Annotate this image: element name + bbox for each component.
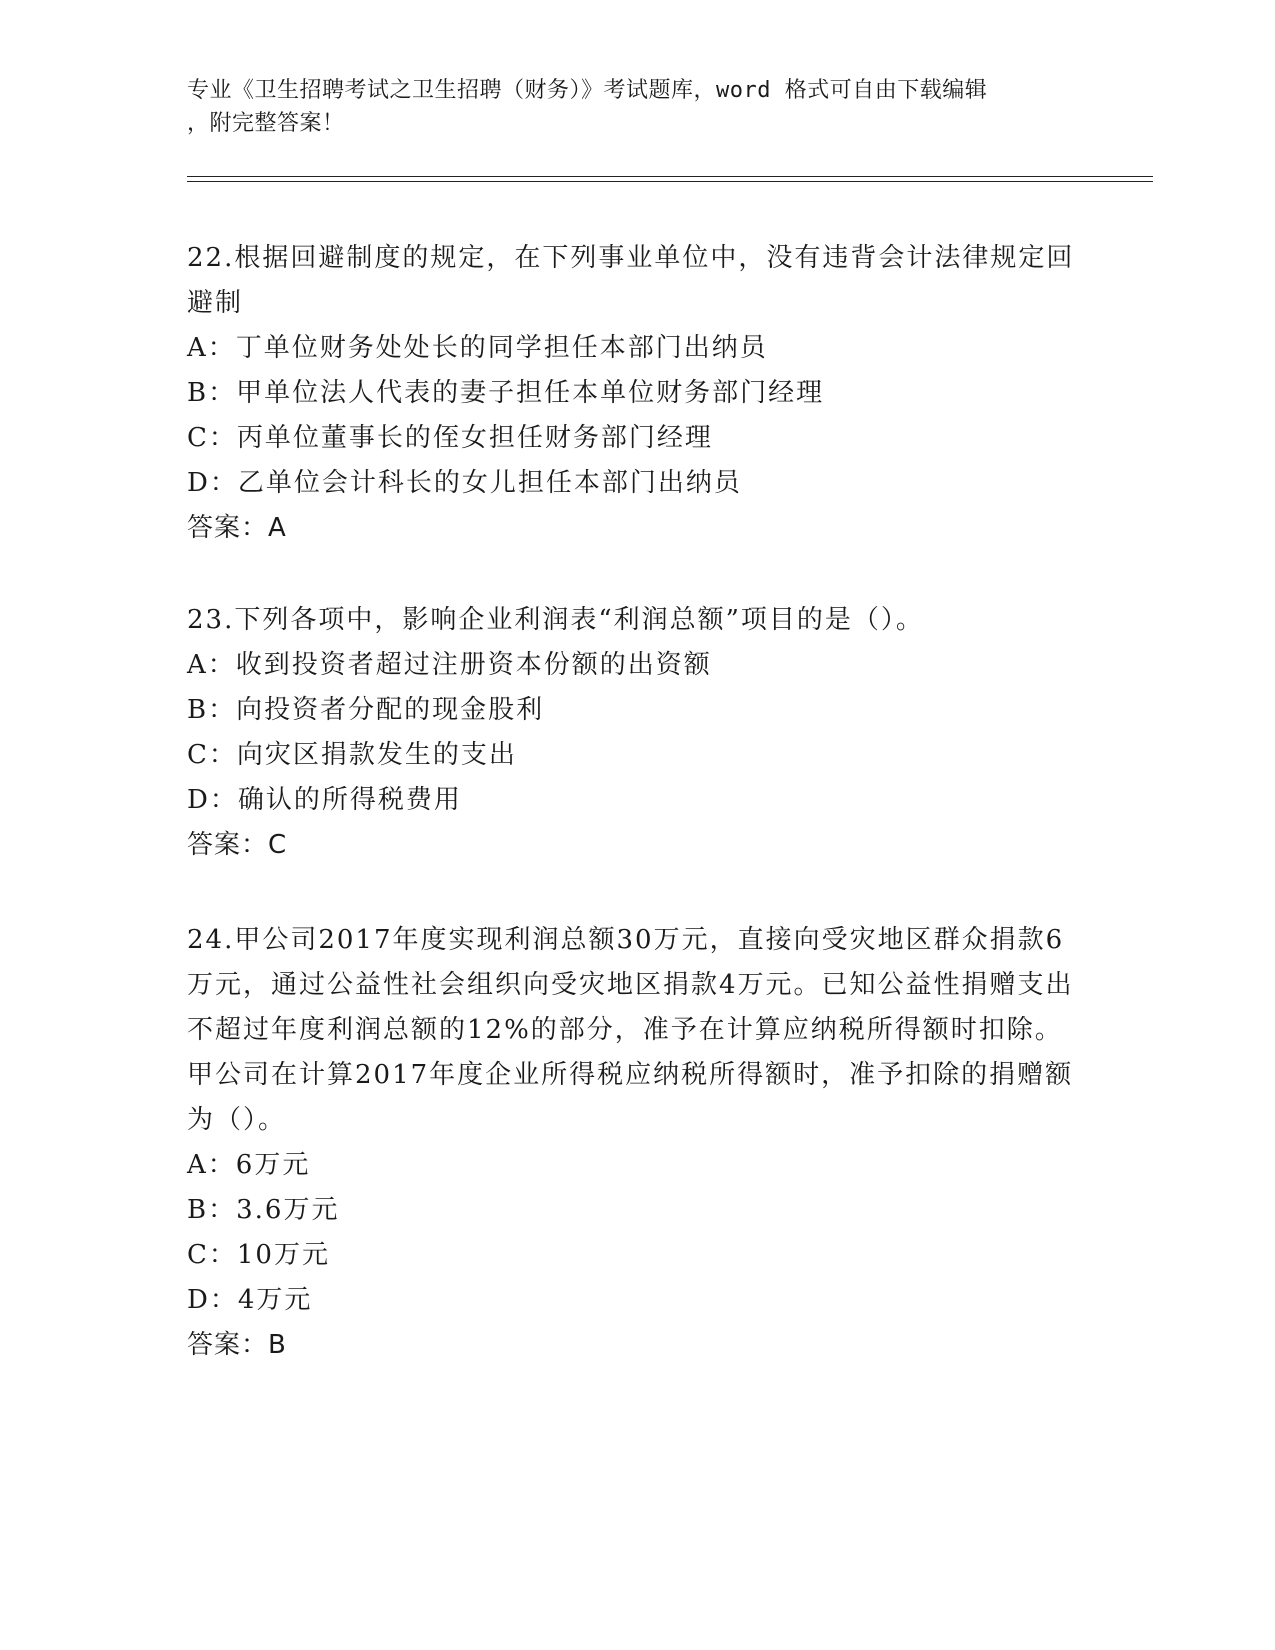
document-header bbox=[187, 74, 1087, 140]
answer-label: 答案：B bbox=[187, 1330, 287, 1360]
option-c: C：向灾区捐款发生的支出 bbox=[187, 740, 517, 770]
header-divider-top bbox=[187, 176, 1153, 177]
question-stem: 24.甲公司2017年度实现利润总额30万元，直接向受灾地区群众捐款6万元，通过公益性社会组织向受灾地区捐款4万元。已知公益性捐赠支出不超过年度利润总额的12%的部分，准予在计算应纳税所得额时扣除。甲公司在计算2017年度企业所得税应纳税所得额时，准予扣除的捐赠额为（）。 bbox=[187, 925, 1074, 1135]
question-24 bbox=[187, 918, 1087, 1368]
option-c: C：丙单位董事长的侄女担任财务部门经理 bbox=[187, 423, 713, 453]
option-d: D：4万元 bbox=[187, 1285, 313, 1315]
option-d: D：确认的所得税费用 bbox=[187, 785, 462, 815]
question-stem: 22.根据回避制度的规定，在下列事业单位中，没有违背会计法律规定回避制 bbox=[187, 243, 1075, 318]
option-a: A：丁单位财务处处长的同学担任本部门出纳员 bbox=[187, 333, 768, 363]
answer-label: 答案：C bbox=[187, 830, 288, 860]
option-c: C：10万元 bbox=[187, 1240, 330, 1270]
option-d: D：乙单位会计科长的女儿担任本部门出纳员 bbox=[187, 468, 742, 498]
option-a: A：收到投资者超过注册资本份额的出资额 bbox=[187, 650, 712, 680]
option-b: B：向投资者分配的现金股利 bbox=[187, 695, 545, 725]
option-b: B：3.6万元 bbox=[187, 1195, 340, 1225]
header-line-2: ，附完整答案！ bbox=[187, 111, 345, 136]
answer-label: 答案：A bbox=[187, 513, 287, 543]
question-23 bbox=[187, 598, 1087, 868]
option-a: A：6万元 bbox=[187, 1150, 311, 1180]
option-b: B：甲单位法人代表的妻子担任本单位财务部门经理 bbox=[187, 378, 825, 408]
header-line-1: 专业《卫生招聘考试之卫生招聘（财务）》考试题库，word 格式可自由下载编辑 bbox=[187, 78, 988, 103]
question-stem: 23.下列各项中，影响企业利润表“利润总额”项目的是（）。 bbox=[187, 605, 924, 635]
header-divider-bottom bbox=[187, 181, 1153, 182]
question-22 bbox=[187, 236, 1087, 551]
